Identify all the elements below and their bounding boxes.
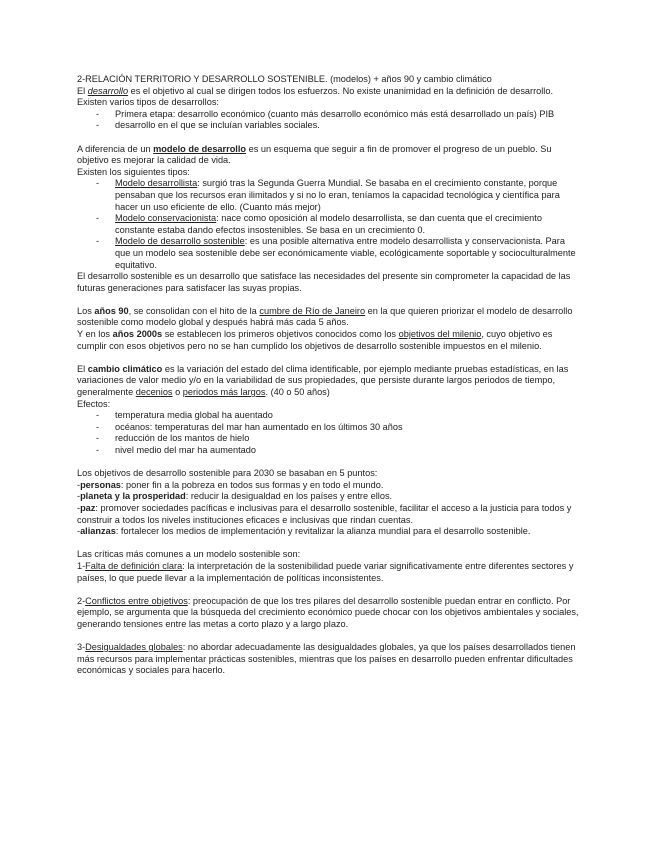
list-item: - temperatura media global ha auentado	[77, 410, 581, 422]
critica-item: 3-Desigualdades globales: no abordar adecuadamente las desigualdades globales, ya que los países desarrollados tienen más recursos para implementar prácticas sostenibles, mientras que los países en desarrollo pueden enfrentar dificultades económicas y sociales para hacerlo.	[77, 642, 576, 676]
list-item: - océanos: temperaturas del mar han aumentado en los últimos 30 años	[77, 422, 581, 434]
paragraph-desarrollo-sostenible: El desarrollo sostenible es un desarrollo que satisface las necesidades del presente sin comprometer la capacidad de las futuras generaciones para satisfacer las suyas propias.	[77, 271, 571, 293]
paragraph-efectos: Efectos:	[77, 398, 111, 409]
list-item: - Primera etapa: desarrollo económico (cuanto más desarrollo económico más está desarrollado un país) PIB	[77, 109, 581, 121]
list-item: - Modelo conservacionista: nace como oposición al modelo desarrollista, se dan cuenta que el crecimiento constante estaba dando efectos insostenibles. Se basa en un crecimiento 0.	[77, 213, 581, 236]
list-item: - nivel medio del mar ha aumentado	[77, 445, 581, 457]
term-desarrollo: desarrollo	[87, 85, 129, 96]
paragraph-modelo-desarrollo: A diferencia de un modelo de desarrollo es un esquema que seguir a fin de promover el progreso de un pueblo. Su objetivo es mejorar la calidad de vida.	[77, 143, 552, 166]
list-item: -paz: promover sociedades pacíficas e inclusivas para el desarrollo sostenible, facilitar el acceso a la justicia para todos y construir a todos los niveles instituciones eficaces e inclusivas que rindan cuentas.	[77, 502, 572, 525]
paragraph-tipos-modelo: Existen los siguientes tipos:	[77, 166, 190, 177]
list-item: - Modelo de desarrollo sostenible: es una posible alternativa entre modelo desarrollista y conservacionista. Para que un modelo sea sostenible debe ser económicamente viable, ecológicamente soportable y socioculturalmente equitativo.	[77, 236, 581, 271]
critica-item: 1-Falta de definición clara: la interpretación de la sostenibilidad puede variar significativamente entre diferentes sectores y países, lo que puede llevar a la implementación de políticas inconsistentes.	[77, 560, 574, 583]
list-item: - Modelo desarrollista: surgió tras la Segunda Guerra Mundial. Se basaba en el crecimiento constante, porque pensaban que los recursos eran ilimitados y si no lo eran, teníamos la capacidad tecnológica y científica para hacer un uso eficiente de ello. (Cuanto más mejor)	[77, 178, 581, 213]
paragraph-criticas: Las críticas más comunes a un modelo sostenible son:	[77, 549, 301, 560]
document-page	[77, 74, 581, 677]
paragraph-tipos-desarrollo: Existen varios tipos de desarrollos:	[77, 97, 219, 108]
list-tipos-modelo	[77, 178, 581, 271]
list-tipos-desarrollo	[77, 109, 581, 132]
list-efectos	[77, 410, 581, 456]
paragraph-anos-2000: Y en los años 2000s se establecen los primeros objetivos conocidos como los objetivos del milenio, cuyo objetivo es cumplir con esos objetivos pero no se han cumplido los objetivos de desarrollo sostenible impuestos en el milenio.	[77, 329, 553, 351]
list-item: -planeta y la prosperidad: reducir la desigualdad en los países y entre ellos.	[77, 491, 393, 502]
paragraph-anos-90: Los años 90, se consolidan con el hito de la cumbre de Río de Janeiro en la que quieren priorizar el modelo de desarrollo sostenible como modelo global y después habrá más cada 5 años.	[77, 305, 573, 328]
term-modelo-desarrollo: modelo de desarrollo	[153, 143, 247, 154]
paragraph-cambio-climatico: El cambio climático es la variación del estado del clima identificable, por ejemplo mediante pruebas estadísticas, en las variaciones de valor medio y/o en la variabilidad de sus propiedades, que persiste durante largos periodos de tiempo, generalmente decenios o periodos más largos. (40 o 50 años)	[77, 363, 569, 398]
list-item: -personas: poner fin a la pobreza en todos sus formas y en todo el mundo.	[77, 479, 384, 490]
critica-item: 2-Conflictos entre objetivos: preocupación de que los tres pilares del desarrollo sostenible puedan entrar en conflicto. Por ejemplo, se argumenta que la búsqueda del crecimiento económico puede chocar con los objetivos ambientales y sociales, generando tensiones entre las metas a corto plazo y a largo plazo.	[77, 595, 579, 629]
paragraph-objetivos-2030: Los objetivos de desarrollo sostenible para 2030 se basaban en 5 puntos:	[77, 468, 378, 479]
list-item: - desarrollo en el que se incluían variables sociales.	[77, 120, 581, 132]
paragraph-desarrollo: El desarrollo es el objetivo al cual se dirigen todos los esfuerzos. No existe unanimidad en la definición de desarrollo.	[77, 85, 553, 96]
list-item: -alianzas: fortalecer los medios de implementación y revitalizar la alianza mundial para el desarrollo sostenible.	[77, 526, 531, 537]
section-heading: 2-RELACIÓN TERRITORIO Y DESARROLLO SOSTENIBLE. (modelos) + años 90 y cambio climático	[77, 74, 492, 84]
list-item: - reducción de los mantos de hielo	[77, 433, 581, 445]
